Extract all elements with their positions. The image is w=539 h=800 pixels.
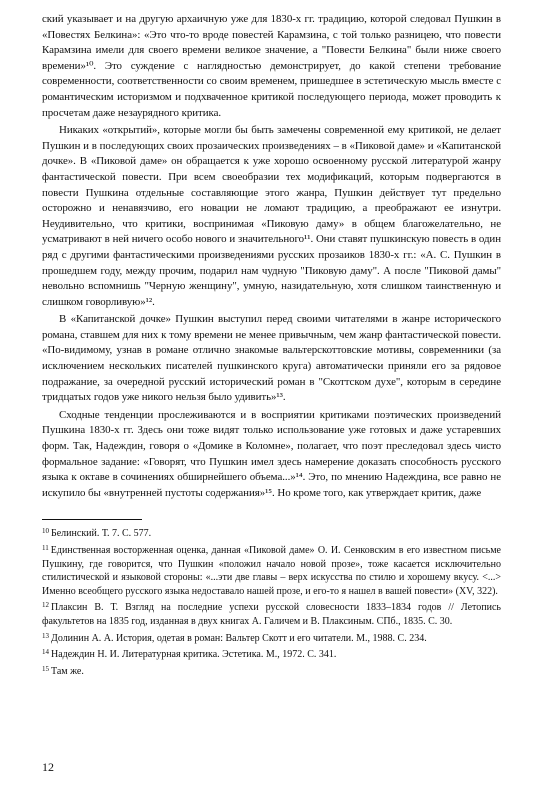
footnote: [42, 542, 501, 598]
footnote-text: Там же.: [51, 665, 84, 677]
footnote-text: Белинский. Т. 7. С. 577.: [51, 528, 152, 540]
footnote-number: 11: [42, 544, 49, 552]
footnote-divider: [42, 519, 142, 520]
paragraph: Никаких «открытий», которые могли бы быть замечены современной ему критикой, не делает Пушкин и в последующих своих прозаических произведениях – в «Пиковой даме» и «Капитанской дочке». В «Пиковой даме» он обращается к уже хорошо освоенному русской литературой жанру фантастической повести. При всем своеобразии тех модификаций, которым подвергаются в повести Пушкина отдельные составляющие этого жанра, Пушкин действует тут предельно осторожно и ненавязчиво, его новации не ломают традицию, а преображают ее изнутри. Неудивительно, что критики, воспринимая «Пиковую даму» в общем благожелательно, не усматривают в ней ничего особо нового и значительного¹¹. Они ставят пушкинскую повесть в один ряд с другими фантастическими произведениями русских прозаиков 1830-х гг.: «А. С. Пушкин в прошедшем году, между прочим, подарил нам чудную "Пиковую даму". А после "Пиковой дамы" невольно вспомнишь "Черную женщину", умную, назидательную, хотя слишком таинственную и слишком говорливую»¹².: [42, 124, 501, 308]
footnote-text: Надеждин Н. И. Литературная критика. Эстетика. М., 1972. С. 341.: [51, 649, 337, 661]
page-number: 12: [42, 760, 54, 774]
footnote: [42, 630, 501, 646]
footnote-text: Долинин А. А. История, одетая в роман: Вальтер Скотт и его читатели. М., 1988. С. 234.: [51, 632, 427, 644]
paragraph: Сходные тенденции прослеживаются и в восприятии критиками поэтических произведений Пушкина 1830-х гг. Здесь они тоже видят только использование уже готовых и даже устаревших форм. Так, Надеждин, говоря о «Домике в Коломне», полагает, что поэт преследовал здесь чисто формальное задание: «Говорят, что Пушкин имел здесь намерение доказать способность русского языка к октаве в сочинениях обширнейшего объема...»¹⁴. Это, по мнению Надеждина, все равно не искупило бы «внутренней пустоты содержания»¹⁵. Но кроме того, как утверждает критик, даже: [42, 408, 501, 499]
footnote-number: 12: [42, 601, 49, 610]
footnote-number: 15: [42, 664, 49, 673]
paragraph: В «Капитанской дочке» Пушкин выступил перед своими читателями в жанре исторического романа, ставшем для них к тому времени не менее привычным, чем жанр фантастической повести. «По-видимому, узнав в романе отлично знакомые вальтерскоттовские мотивы, современники (за исключением нескольких писателей пушкинского круга) автоматически приняли его за рядовое подражание, за очередной русский исторический роман в "Скоттском духе", которым в середине тридцатых годов уже никого нельзя было удивить»¹³.: [42, 313, 501, 404]
footnote-number: 10: [42, 527, 49, 536]
footnote: [42, 599, 501, 628]
footnote-text: Плаксин В. Т. Взгляд на последние успехи русской словесности 1833–1834 годов // Летопись факультетов на 1835 год, изданная в двух книгах А. Галичем и В. Плаксиным. СПб., 1835. С. 30.: [42, 602, 501, 627]
body-text: [42, 12, 501, 501]
footnote-number: 13: [42, 631, 49, 640]
footnote-text: Единственная восторженная оценка, данная «Пиковой даме» О. И. Сенковским в его известном письме Пушкину, где говорится, что Пушкин «положил начало новой прозе», тоже касается исключительно стилистической и языковой стороны: «...эти две главы – верх искусства по стилю и хорошему вкусу. <...> Именно всеобщего русского языка недоставало нашей прозе, и его-то я нашел в вашей повести» (XV, 322).: [42, 545, 501, 597]
paragraph: ский указывает и на другую архаичную уже для 1830-х гг. традицию, которой следовал Пушкин в «Повестях Белкина»: «Это что-то вроде повестей Карамзина, с той только разницею, что повести Карамзина имели для своего времени великое значение, а "Повести Белкина" были ниже своего времени»¹⁰. Это суждение с наглядностью демонстрирует, до какой степени требование современности, соответственности со своим временем, пришедшее в эстетическую мысль вместе с романтическим историзмом и подхваченное критикой последующего периода, может проводить к просчетам даже незаурядного критика.: [42, 13, 501, 119]
footnotes: [42, 525, 501, 678]
footnote: [42, 525, 501, 541]
footnote: [42, 663, 501, 679]
footnote: [42, 646, 501, 662]
footnote-number: 14: [42, 648, 49, 657]
